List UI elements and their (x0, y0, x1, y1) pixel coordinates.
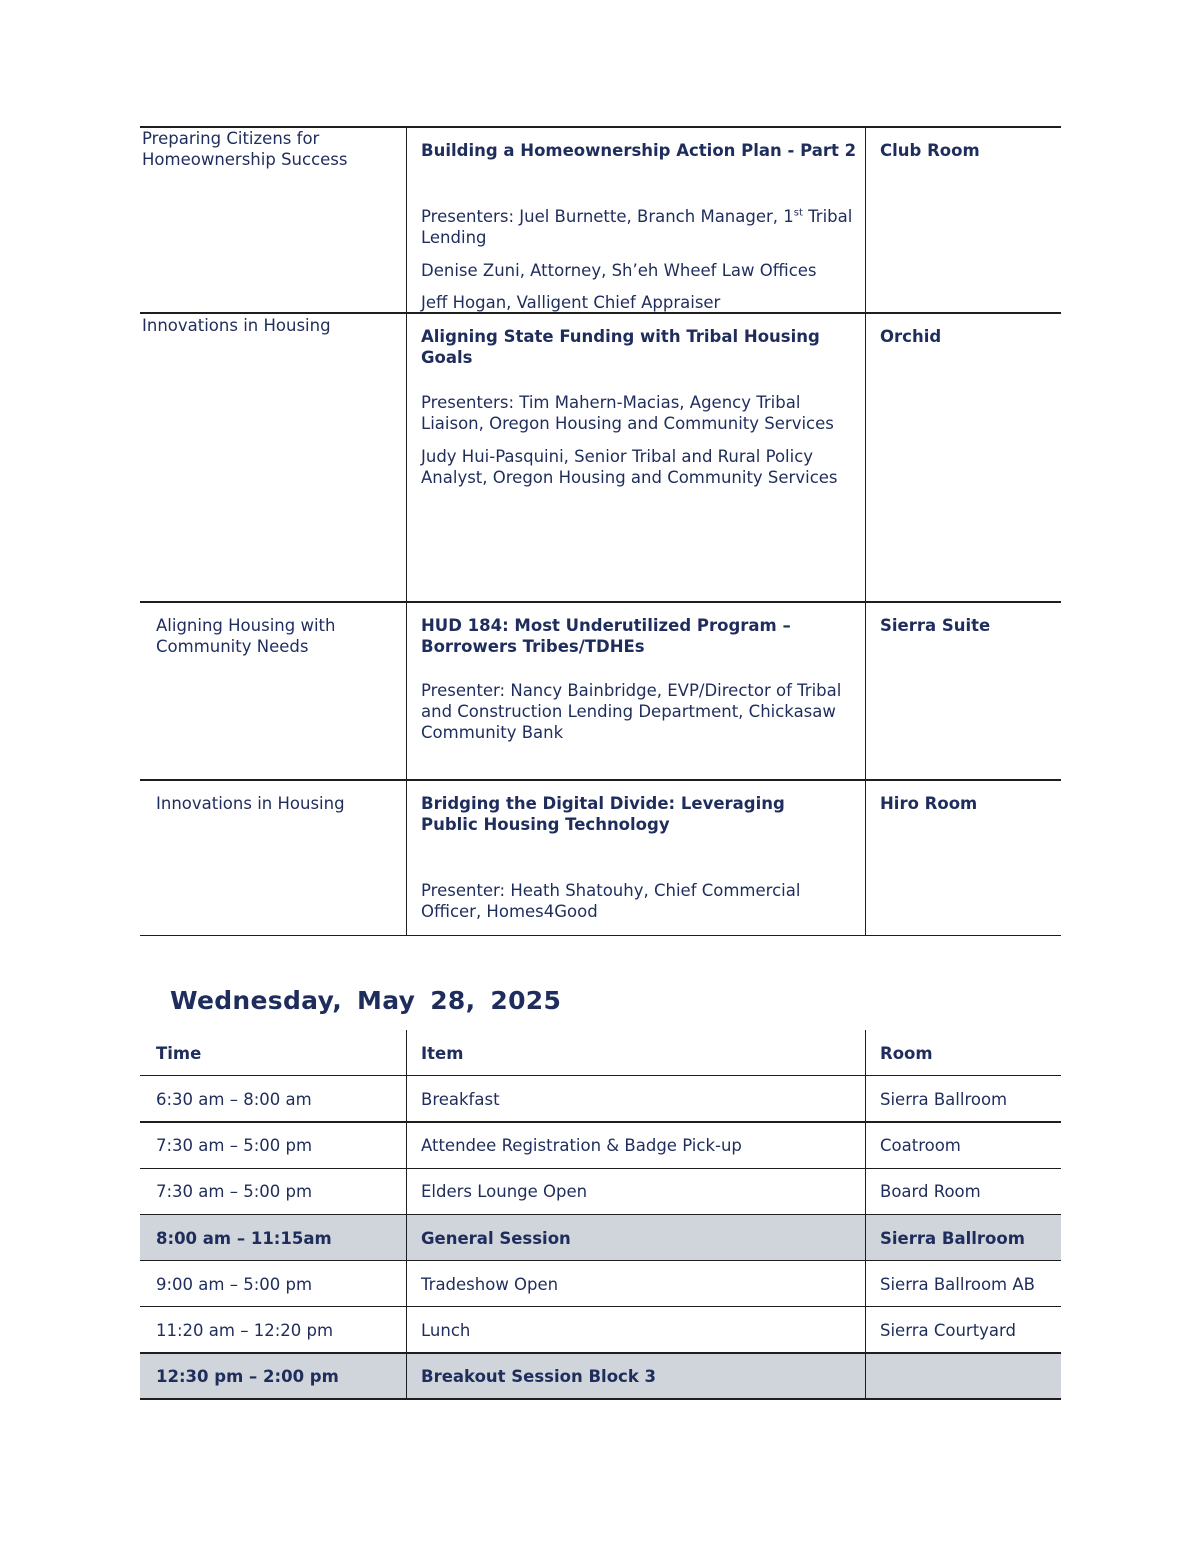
session-room: Club Room (880, 141, 980, 160)
session-title: Building a Homeownership Action Plan - Part 2 (421, 141, 857, 160)
row-item: Elders Lounge Open (421, 1182, 588, 1201)
rule (140, 1306, 1061, 1307)
column-divider (865, 126, 866, 936)
header-item: Item (421, 1044, 464, 1063)
column-divider (406, 126, 407, 936)
session-presenter-extra: Jeff Hogan, Valligent Chief Appraiser (421, 293, 721, 312)
row-item: Attendee Registration & Badge Pick-up (421, 1136, 742, 1155)
rule (140, 1352, 1061, 1354)
row-item: Breakout Session Block 3 (421, 1367, 657, 1386)
session-title: HUD 184: Most Underutilized Program – Borrowers Tribes/TDHEs (421, 616, 791, 656)
row-item: Breakfast (421, 1090, 500, 1109)
row-room: Sierra Ballroom (880, 1090, 1008, 1109)
column-divider (406, 1030, 407, 1400)
rule (140, 1121, 1061, 1123)
rule (140, 1398, 1061, 1400)
rule (140, 935, 1061, 936)
header-room: Room (880, 1044, 933, 1063)
rule (140, 601, 1061, 603)
rule (140, 1214, 1061, 1215)
session-room: Hiro Room (880, 794, 978, 813)
rule (140, 1075, 1061, 1076)
session-presenter-extra: Denise Zuni, Attorney, Sh’eh Wheef Law Offices (421, 261, 817, 280)
session-presenter: Presenter: Nancy Bainbridge, EVP/Director of Tribal and Construction Lending Department, Chickasaw Community Bank (421, 681, 842, 742)
row-room: Sierra Ballroom (880, 1229, 1025, 1248)
row-time: 7:30 am – 5:00 pm (156, 1136, 313, 1155)
rule (140, 1168, 1061, 1169)
row-room: Board Room (880, 1182, 981, 1201)
row-time: 6:30 am – 8:00 am (156, 1090, 312, 1109)
header-time: Time (156, 1044, 202, 1063)
rule (140, 1260, 1061, 1261)
session-track: Innovations in Housing (142, 316, 331, 335)
session-room: Sierra Suite (880, 616, 991, 635)
row-item: Tradeshow Open (421, 1275, 559, 1294)
session-track: Aligning Housing with Community Needs (156, 616, 336, 656)
row-time: 8:00 am – 11:15am (156, 1229, 332, 1248)
session-room: Orchid (880, 327, 942, 346)
row-item: Lunch (421, 1321, 471, 1340)
row-time: 7:30 am – 5:00 pm (156, 1182, 313, 1201)
row-time: 12:30 pm – 2:00 pm (156, 1367, 339, 1386)
row-time: 11:20 am – 12:20 pm (156, 1321, 334, 1340)
row-room: Sierra Ballroom AB (880, 1275, 1035, 1294)
session-presenter: Presenter: Heath Shatouhy, Chief Commercial Officer, Homes4Good (421, 881, 801, 921)
row-room: Sierra Courtyard (880, 1321, 1017, 1340)
row-time: 9:00 am – 5:00 pm (156, 1275, 313, 1294)
session-title: Aligning State Funding with Tribal Housing Goals (421, 327, 820, 367)
row-room: Coatroom (880, 1136, 961, 1155)
day-heading: Wednesday, May 28, 2025 (170, 986, 562, 1015)
rule (140, 779, 1061, 781)
column-divider (865, 1030, 866, 1400)
session-track: Innovations in Housing (156, 794, 345, 813)
session-track: Preparing Citizens for Homeownership Success (142, 129, 348, 169)
row-item: General Session (421, 1229, 571, 1248)
session-presenter: Presenters: Tim Mahern-Macias, Agency Tribal Liaison, Oregon Housing and Community Services (421, 393, 834, 433)
session-title: Bridging the Digital Divide: Leveraging Public Housing Technology (421, 794, 785, 834)
session-presenter: Presenters: Juel Burnette, Branch Manager, 1st Tribal Lending (421, 207, 853, 247)
session-presenter-extra: Judy Hui-Pasquini, Senior Tribal and Rural Policy Analyst, Oregon Housing and Community Services (421, 447, 838, 487)
